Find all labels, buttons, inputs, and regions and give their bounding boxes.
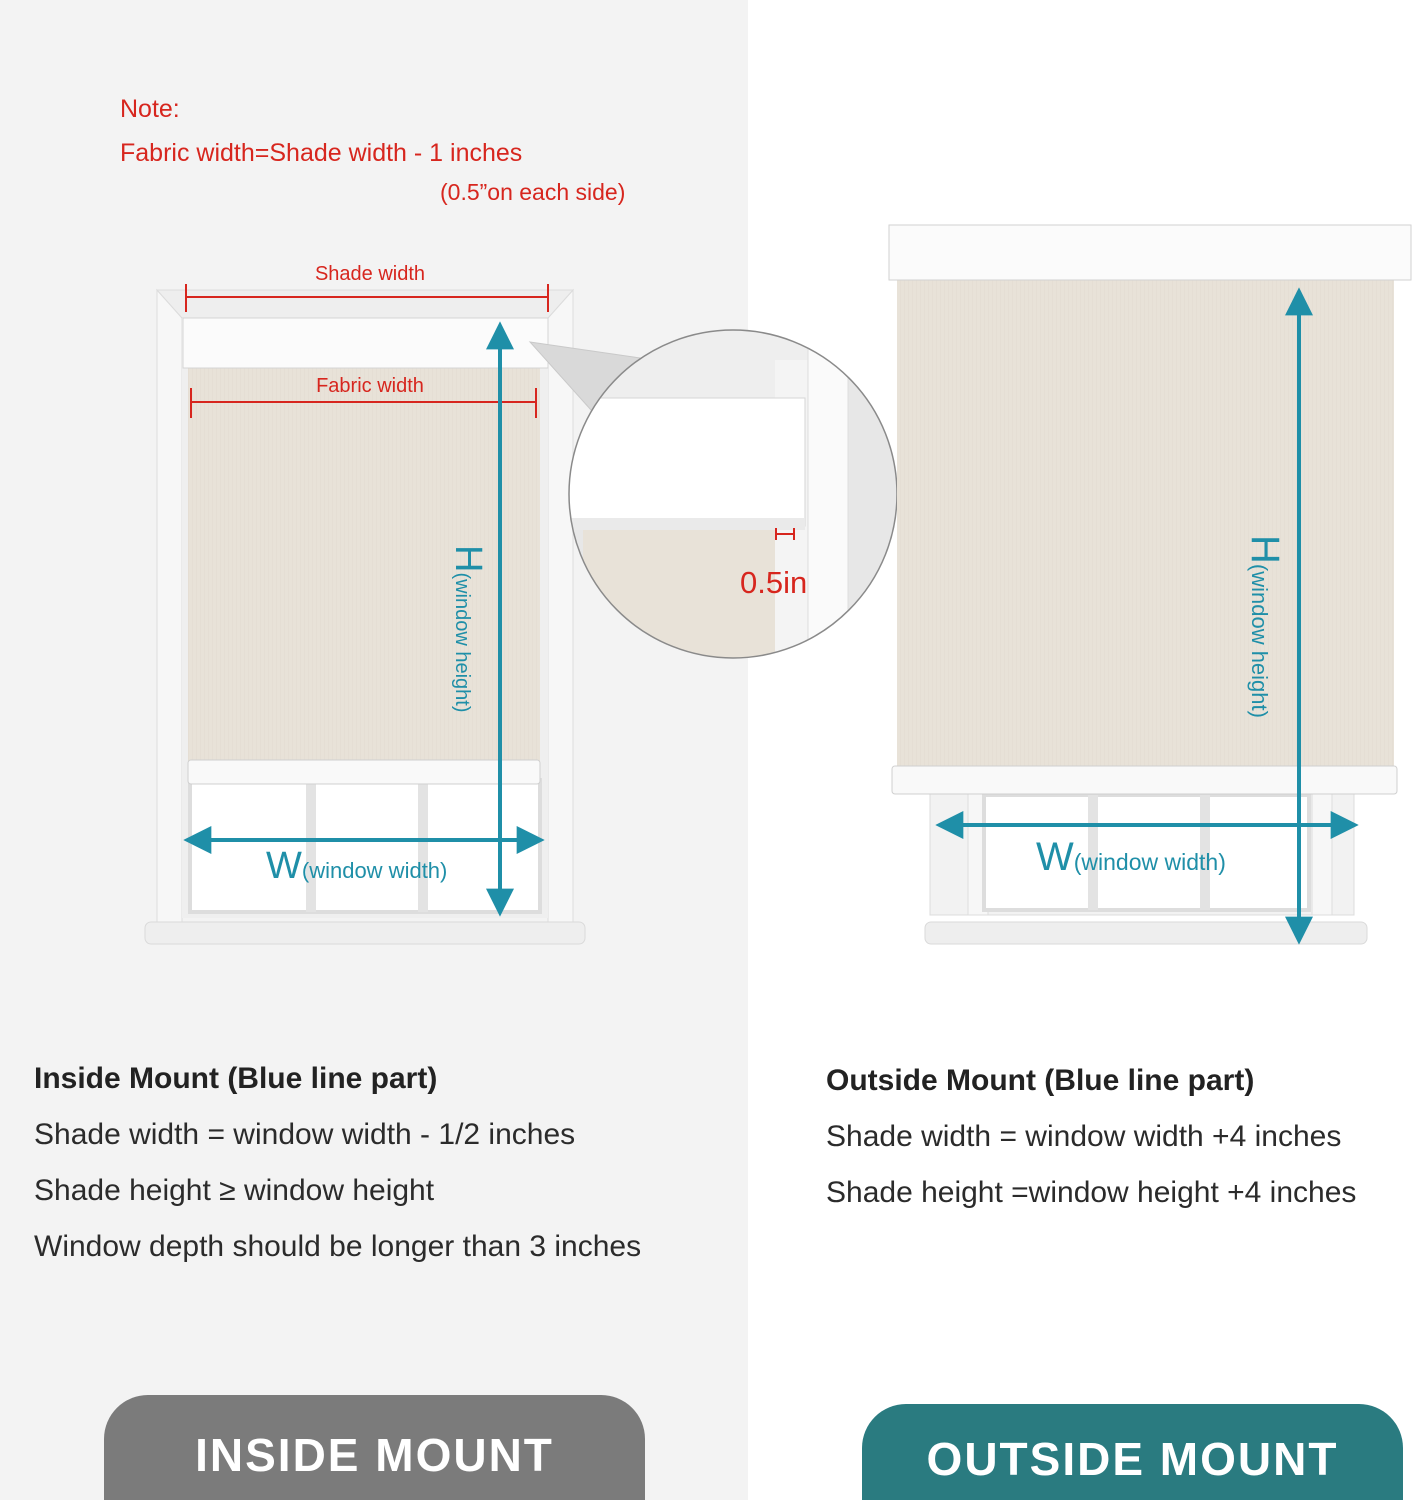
note-formula: Fabric width=Shade width - 1 inches	[120, 139, 523, 167]
outside-mount-tab[interactable]: OUTSIDE MOUNT	[862, 1404, 1403, 1500]
gap-label: 0.5in	[740, 565, 808, 600]
inside-rule-1: Shade width = window width - 1/2 inches	[34, 1118, 576, 1151]
outside-height-label: H(window height)	[1243, 535, 1287, 718]
inside-rule-2: Shade height ≥ window height	[34, 1174, 435, 1207]
inside-mount-tab[interactable]: INSIDE MOUNT	[104, 1395, 645, 1500]
outside-rule-2: Shade height =window height +4 inches	[826, 1176, 1357, 1209]
outside-rule-1: Shade width = window width +4 inches	[826, 1120, 1342, 1153]
fabric-width-label: Fabric width	[316, 375, 424, 397]
note-per-side: (0.5”on each side)	[440, 179, 626, 205]
shade-width-label: Shade width	[314, 263, 426, 285]
outside-window	[889, 225, 1411, 944]
outside-width-label: W(window width)	[1036, 835, 1226, 879]
outside-mount-heading: Outside Mount (Blue line part)	[826, 1064, 1255, 1097]
inside-height-label: H(window height)	[447, 545, 489, 713]
inside-rule-3: Window depth should be longer than 3 inches	[34, 1230, 642, 1263]
inside-width-label: W(window width)	[266, 845, 448, 887]
note-title: Note:	[120, 95, 180, 123]
outside-shade-fabric	[897, 276, 1394, 774]
inside-mount-heading: Inside Mount (Blue line part)	[34, 1062, 438, 1095]
